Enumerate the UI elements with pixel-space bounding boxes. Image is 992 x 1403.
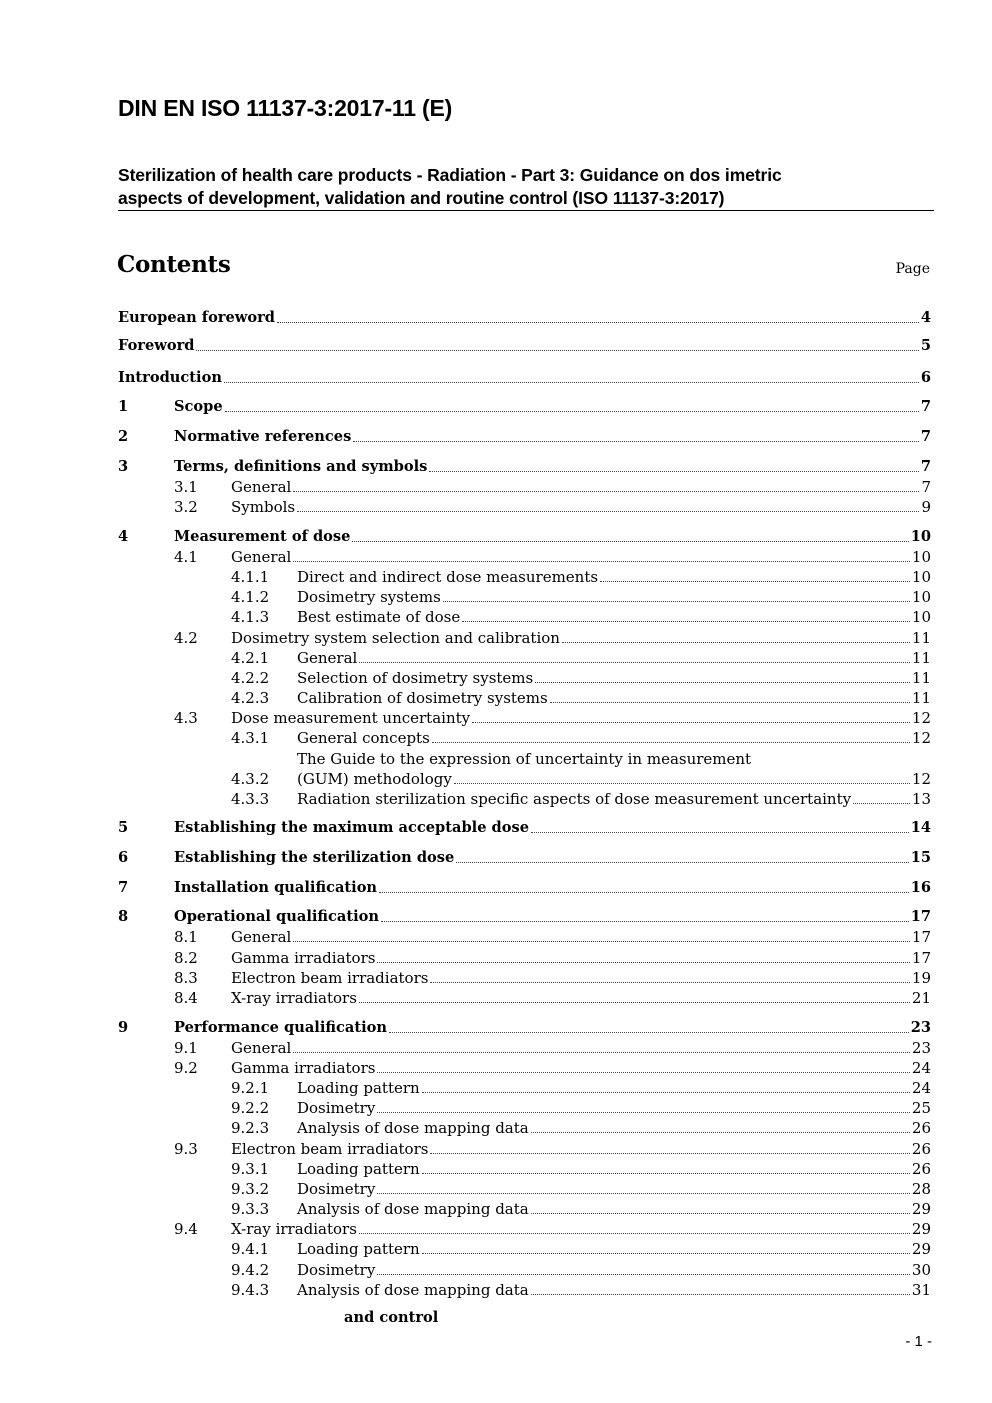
toc-dot-leader <box>422 1252 910 1254</box>
toc-entry-page: 7 <box>921 478 931 496</box>
toc-entry-page: 12 <box>911 729 931 747</box>
toc-dot-leader <box>379 891 909 893</box>
toc-entry[interactable] <box>118 878 931 898</box>
toc-dot-leader <box>462 620 910 622</box>
toc-entry-title: Scope <box>174 398 223 415</box>
toc-entry-number: 4.3.3 <box>231 790 270 808</box>
toc-entry-number: 4.2.2 <box>231 669 270 687</box>
toc-entry-title: Introduction <box>118 369 222 386</box>
toc-dot-leader <box>225 410 919 412</box>
toc-entry-page: 15 <box>910 849 931 866</box>
toc-entry-number: 9.4.1 <box>231 1240 270 1258</box>
toc-entry[interactable] <box>118 1239 931 1259</box>
toc-entry-page: 25 <box>911 1099 931 1117</box>
toc-dot-leader <box>352 540 908 542</box>
toc-entry[interactable] <box>118 477 931 497</box>
toc-dot-leader <box>531 1212 910 1214</box>
toc-entry[interactable] <box>118 368 931 388</box>
toc-entry[interactable] <box>118 907 931 927</box>
page-number: - 1 - <box>905 1333 932 1350</box>
toc-entry[interactable] <box>118 427 931 447</box>
toc-entry-number: 9.2.3 <box>231 1119 270 1137</box>
toc-entry[interactable] <box>118 547 931 567</box>
toc-entry-page: 29 <box>911 1200 931 1218</box>
toc-entry-title: Loading pattern <box>297 1160 420 1178</box>
toc-entry-title: Radiation sterilization specific aspects of dose measurement uncertainty <box>297 790 852 808</box>
toc-dot-leader <box>293 1051 910 1053</box>
toc-entry-title: Electron beam irradiators <box>231 969 429 987</box>
toc-entry-number: 9.3.1 <box>231 1160 270 1178</box>
toc-entry-number: 3 <box>118 458 129 475</box>
toc-dot-leader <box>562 641 910 643</box>
toc-entry-page: 13 <box>911 790 931 808</box>
toc-entry-number: 9.2.1 <box>231 1079 270 1097</box>
toc-entry-title: General <box>297 649 358 667</box>
toc-entry[interactable] <box>118 769 931 789</box>
toc-entry[interactable] <box>118 1038 931 1058</box>
toc-entry[interactable] <box>118 607 931 627</box>
toc-entry[interactable] <box>118 1098 931 1118</box>
toc-entry[interactable] <box>118 628 931 648</box>
toc-entry-page: 10 <box>911 548 931 566</box>
toc-entry[interactable] <box>118 848 931 868</box>
toc-entry-page: 4 <box>920 309 931 326</box>
toc-entry-page: 30 <box>911 1261 931 1279</box>
toc-entry[interactable] <box>118 708 931 728</box>
toc-dot-leader <box>359 661 910 663</box>
toc-dot-leader <box>535 681 910 683</box>
toc-entry-title: Foreword <box>118 337 195 354</box>
toc-entry-title: Selection of dosimetry systems <box>297 669 534 687</box>
toc-dot-leader <box>377 1192 910 1194</box>
document-id: DIN EN ISO 11137-3:2017-11 (E) <box>118 95 453 121</box>
contents-heading: Contents <box>117 251 231 278</box>
toc-entry-number: 9.3 <box>174 1140 198 1158</box>
toc-entry-page: 7 <box>920 428 931 445</box>
toc-entry-number: 8.2 <box>174 949 198 967</box>
toc-entry[interactable] <box>118 1078 931 1098</box>
toc-entry-number: 1 <box>118 398 129 415</box>
toc-entry-title: Gamma irradiators <box>231 949 376 967</box>
toc-entry-page: 26 <box>911 1160 931 1178</box>
toc-dot-leader <box>293 940 910 942</box>
toc-entry-title: Operational qualification <box>174 908 379 925</box>
toc-dot-leader <box>359 1232 910 1234</box>
toc-dot-leader <box>196 349 918 351</box>
toc-entry-number: 9.3.2 <box>231 1180 270 1198</box>
toc-entry-number: 9.2.2 <box>231 1099 270 1117</box>
toc-entry-number: 2 <box>118 428 129 445</box>
toc-entry-number: 4.1.3 <box>231 608 270 626</box>
toc-entry-number: 3.1 <box>174 478 198 496</box>
toc-dot-leader <box>600 580 910 582</box>
toc-dot-leader <box>353 440 919 442</box>
toc-entry-page: 17 <box>910 908 931 925</box>
toc-entry-title: Normative references <box>174 428 352 445</box>
toc-dot-leader <box>430 981 909 983</box>
toc-entry-number: 9.3.3 <box>231 1200 270 1218</box>
toc-entry-page: 10 <box>911 608 931 626</box>
toc-entry-title: Dosimetry system selection and calibration <box>231 629 560 647</box>
toc-dot-leader <box>422 1091 910 1093</box>
toc-entry-page: 11 <box>911 689 931 707</box>
toc-entry-page: 12 <box>911 770 931 788</box>
toc-entry[interactable] <box>118 927 931 947</box>
toc-entry-title: Gamma irradiators <box>231 1059 376 1077</box>
subtitle-line-1: Sterilization of health care products - Radiation - Part 3: Guidance on dos imetric <box>118 165 782 185</box>
toc-entry-title: General <box>231 928 292 946</box>
toc-entry-number: 4 <box>118 528 129 545</box>
toc-entry[interactable] <box>118 1179 931 1199</box>
toc-entry-title: Establishing the maximum acceptable dose <box>174 819 529 836</box>
toc-entry-number: 4.1 <box>174 548 198 566</box>
toc-entry-title: Terms, definitions and symbols <box>174 458 428 475</box>
toc-entry-number: 7 <box>118 879 129 896</box>
toc-entry-number: 4.2.3 <box>231 689 270 707</box>
toc-dot-leader <box>853 802 910 804</box>
toc-dot-leader <box>430 1152 909 1154</box>
toc-entry-number: 5 <box>118 819 129 836</box>
toc-entry-title: Installation qualification <box>174 879 378 896</box>
toc-entry-title: Best estimate of dose <box>297 608 461 626</box>
toc-entry-title: General <box>231 548 292 566</box>
toc-entry[interactable] <box>118 587 931 607</box>
toc-entry-page: 29 <box>911 1240 931 1258</box>
toc-entry-number: 4.2.1 <box>231 649 270 667</box>
toc-entry-number: 3.2 <box>174 498 198 516</box>
toc-dot-leader <box>389 1031 909 1033</box>
toc-entry-title: (GUM) methodology <box>297 770 452 788</box>
toc-entry-title: Establishing the sterilization dose <box>174 849 455 866</box>
toc-entry-page: 14 <box>910 819 931 836</box>
toc-entry[interactable] <box>118 818 931 838</box>
toc-entry-number: 4.2 <box>174 629 198 647</box>
toc-entry-number: 4.1.1 <box>231 568 270 586</box>
toc-entry-page: 26 <box>911 1140 931 1158</box>
toc-entry[interactable] <box>118 789 931 809</box>
toc-entry-title: X-ray irradiators <box>231 989 357 1007</box>
toc-entry-page: 24 <box>911 1079 931 1097</box>
toc-dot-leader <box>422 1172 910 1174</box>
toc-entry-page: 24 <box>911 1059 931 1077</box>
toc-entry-page: 26 <box>911 1119 931 1137</box>
toc-dot-leader <box>443 600 910 602</box>
toc-dot-leader <box>293 560 910 562</box>
toc-dot-leader <box>456 861 908 863</box>
toc-entry-page: 12 <box>911 709 931 727</box>
toc-entry[interactable] <box>118 1199 931 1219</box>
toc-entry-page: 11 <box>911 649 931 667</box>
toc-dot-leader <box>429 470 918 472</box>
toc-entry[interactable] <box>118 1018 931 1038</box>
toc-entry[interactable] <box>118 1260 931 1280</box>
toc-entry[interactable] <box>118 1280 931 1300</box>
toc-dot-leader <box>531 831 909 833</box>
toc-entry[interactable] <box>118 668 931 688</box>
toc-entry-number: 8.4 <box>174 989 198 1007</box>
toc-entry-number: 9.4.3 <box>231 1281 270 1299</box>
toc-entry[interactable] <box>118 527 931 547</box>
toc-entry-title: European foreword <box>118 309 275 326</box>
toc-entry[interactable] <box>118 567 931 587</box>
footer-fragment: and control <box>344 1309 439 1326</box>
toc-entry-number: 4.3 <box>174 709 198 727</box>
toc-dot-leader <box>550 701 910 703</box>
toc-entry-title: General <box>231 478 292 496</box>
toc-entry-title: Electron beam irradiators <box>231 1140 429 1158</box>
toc-entry[interactable] <box>118 648 931 668</box>
toc-entry-page: 17 <box>911 928 931 946</box>
toc-entry[interactable] <box>118 397 931 417</box>
toc-dot-leader <box>224 381 919 383</box>
toc-entry-title: Dose measurement uncertainty <box>231 709 471 727</box>
toc-entry-title: Analysis of dose mapping data <box>297 1281 529 1299</box>
toc-entry-number: 9.4.2 <box>231 1261 270 1279</box>
toc-entry-page: 19 <box>911 969 931 987</box>
toc-entry-number: 4.3.1 <box>231 729 270 747</box>
toc-entry[interactable] <box>118 1219 931 1239</box>
toc-entry-title: Loading pattern <box>297 1079 420 1097</box>
toc-dot-leader <box>432 741 910 743</box>
toc-entry[interactable] <box>118 308 931 328</box>
toc-dot-leader <box>297 510 919 512</box>
toc-dot-leader <box>377 961 909 963</box>
toc-dot-leader <box>277 321 919 323</box>
toc-entry-number: 9.2 <box>174 1059 198 1077</box>
toc-entry-title: Dosimetry <box>297 1099 376 1117</box>
toc-entry[interactable] <box>118 688 931 708</box>
toc-entry-title: X-ray irradiators <box>231 1220 357 1238</box>
toc-entry[interactable] <box>118 497 931 517</box>
toc-entry[interactable] <box>118 728 931 748</box>
toc-entry[interactable] <box>118 1118 931 1138</box>
toc-dot-leader <box>359 1001 910 1003</box>
toc-entry-page: 28 <box>911 1180 931 1198</box>
toc-entry-number: 4.3.2 <box>231 770 270 788</box>
toc-entry[interactable] <box>118 1058 931 1078</box>
toc-entry[interactable] <box>118 1159 931 1179</box>
toc-entry-page: 23 <box>911 1039 931 1057</box>
toc-entry-page: 6 <box>920 369 931 386</box>
toc-entry-page: 5 <box>920 337 931 354</box>
toc-dot-leader <box>454 782 910 784</box>
toc-entry-page: 21 <box>911 989 931 1007</box>
toc-entry-title: Loading pattern <box>297 1240 420 1258</box>
toc-entry-page: 11 <box>911 629 931 647</box>
toc-entry-title: General concepts <box>297 729 430 747</box>
toc-dot-leader <box>381 920 909 922</box>
toc-entry-page: 11 <box>911 669 931 687</box>
toc-entry-number: 8 <box>118 908 129 925</box>
toc-entry-number: 9 <box>118 1019 129 1036</box>
toc-entry-page: 10 <box>911 588 931 606</box>
toc-entry-number: 4.1.2 <box>231 588 270 606</box>
toc-entry-page: 10 <box>910 528 931 545</box>
toc-dot-leader <box>531 1293 910 1295</box>
toc-entry-title: Measurement of dose <box>174 528 351 545</box>
toc-entry-title: Analysis of dose mapping data <box>297 1119 529 1137</box>
toc-entry-number: 9.1 <box>174 1039 198 1057</box>
toc-dot-leader <box>293 490 919 492</box>
toc-entry-title: General <box>231 1039 292 1057</box>
toc-entry-title: Symbols <box>231 498 296 516</box>
toc-entry[interactable] <box>118 1139 931 1159</box>
toc-entry-title: Analysis of dose mapping data <box>297 1200 529 1218</box>
toc-entry-page: 7 <box>920 458 931 475</box>
toc-entry-number: 9.4 <box>174 1220 198 1238</box>
toc-dot-leader <box>377 1071 909 1073</box>
toc-entry-number: 8.1 <box>174 928 198 946</box>
toc-entry-page: 7 <box>920 398 931 415</box>
toc-entry-page: 16 <box>910 879 931 896</box>
toc-entry-page: 29 <box>911 1220 931 1238</box>
toc-entry[interactable] <box>118 336 931 356</box>
toc-entry-title: Dosimetry <box>297 1180 376 1198</box>
toc-entry-title: Performance qualification <box>174 1019 387 1036</box>
toc-entry-title: Direct and indirect dose measurements <box>297 568 599 586</box>
toc-dot-leader <box>472 721 910 723</box>
toc-dot-leader <box>531 1131 910 1133</box>
toc-entry-page: 17 <box>911 949 931 967</box>
toc-entry-title: Dosimetry systems <box>297 588 441 606</box>
toc-entry-page: 31 <box>911 1281 931 1299</box>
toc-entry-title: Calibration of dosimetry systems <box>297 689 548 707</box>
toc-entry-title-line: The Guide to the expression of uncertainty in measurement <box>297 750 752 768</box>
toc-entry-number: 6 <box>118 849 129 866</box>
toc-entry-title: Dosimetry <box>297 1261 376 1279</box>
toc-dot-leader <box>377 1273 910 1275</box>
toc-entry[interactable] <box>118 457 931 477</box>
table-of-contents <box>118 0 931 1403</box>
toc-entry-page: 23 <box>910 1019 931 1036</box>
toc-entry-page: 10 <box>911 568 931 586</box>
toc-entry-number: 8.3 <box>174 969 198 987</box>
toc-entry[interactable] <box>118 968 931 988</box>
toc-entry[interactable] <box>118 988 931 1008</box>
page-column-label: Page <box>895 261 930 277</box>
toc-dot-leader <box>377 1111 910 1113</box>
toc-entry-page: 9 <box>921 498 931 516</box>
toc-entry[interactable] <box>118 948 931 968</box>
subtitle-line-2: aspects of development, validation and routine control (ISO 11137-3:2017) <box>118 188 725 208</box>
